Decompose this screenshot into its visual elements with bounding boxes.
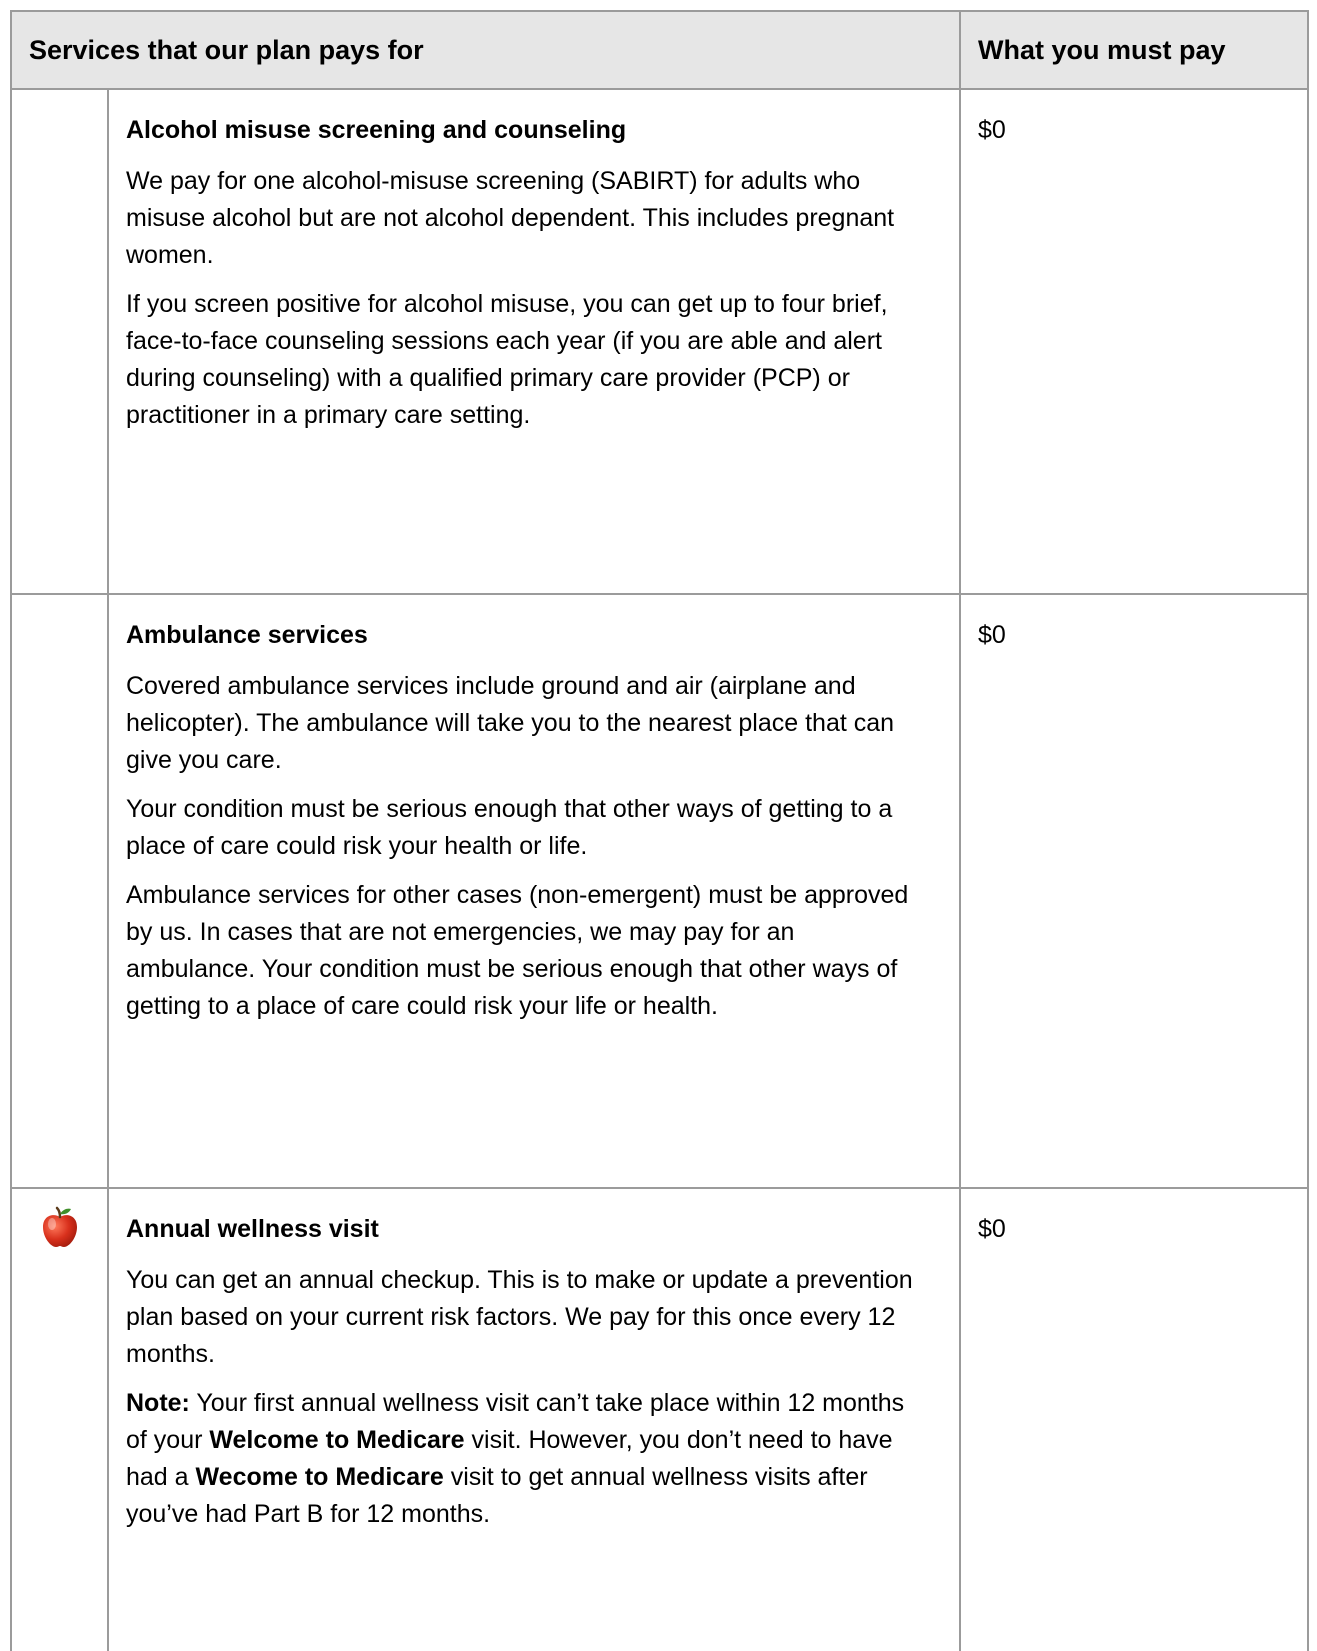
service-title: Annual wellness visit — [126, 1215, 379, 1243]
note-paragraph — [126, 1385, 919, 1533]
note-bold-term: Wecome to Medicare — [195, 1463, 444, 1491]
header-services: Services that our plan pays for — [11, 11, 960, 89]
icon-cell — [11, 594, 108, 1188]
note-label: Note: — [126, 1389, 190, 1417]
note-text: visit. However, you don’t need to have had a — [126, 1426, 893, 1491]
table-header-row — [11, 11, 1308, 89]
service-title: Ambulance services — [126, 621, 368, 649]
pay-amount: $0 — [960, 89, 1308, 594]
header-pay: What you must pay — [960, 11, 1308, 89]
pay-amount: $0 — [960, 594, 1308, 1188]
service-paragraph: Ambulance services for other cases (non-emergent) must be approved by us. In cases that are not emergencies, we may pay for an ambulance. Your condition must be serious enough that other ways of getting to a place of care could risk your life or health. — [126, 881, 909, 1020]
service-paragraph: Covered ambulance services include ground and air (airplane and helicopter). The ambulance will take you to the nearest place that can give you care. — [126, 672, 895, 774]
apple-icon — [38, 1205, 82, 1249]
service-title: Alcohol misuse screening and counseling — [126, 116, 627, 144]
service-description — [108, 1188, 960, 1651]
note-text: visit to get annual wellness visits after you’ve had Part B for 12 months. — [126, 1463, 868, 1528]
pay-amount: $0 — [960, 1188, 1308, 1651]
service-paragraph: You can get an annual checkup. This is to make or update a prevention plan based on your current risk factors. We pay for this once every 12 months. — [126, 1266, 913, 1368]
note-text: Your first annual wellness visit can’t take place within 12 months of your — [126, 1389, 905, 1454]
note-bold-term: Welcome to Medicare — [209, 1426, 465, 1454]
service-paragraph: We pay for one alcohol-misuse screening (SABIRT) for adults who misuse alcohol but are not alcohol dependent. This includes pregnant women. — [126, 167, 895, 269]
service-paragraph: If you screen positive for alcohol misuse, you can get up to four brief, face-to-face counseling sessions each year (if you are able and alert during counseling) with a qualified primary care provider (PCP) or practitioner in a primary care setting. — [126, 290, 888, 429]
icon-cell — [11, 89, 108, 594]
benefits-table — [10, 10, 1309, 1651]
service-paragraph: Your condition must be serious enough that other ways of getting to a place of care could risk your health or life. — [126, 795, 893, 860]
table-row — [11, 594, 1308, 1188]
table-row — [11, 1188, 1308, 1651]
table-row — [11, 89, 1308, 594]
service-description — [108, 594, 960, 1188]
icon-cell — [11, 1188, 108, 1651]
service-description — [108, 89, 960, 594]
